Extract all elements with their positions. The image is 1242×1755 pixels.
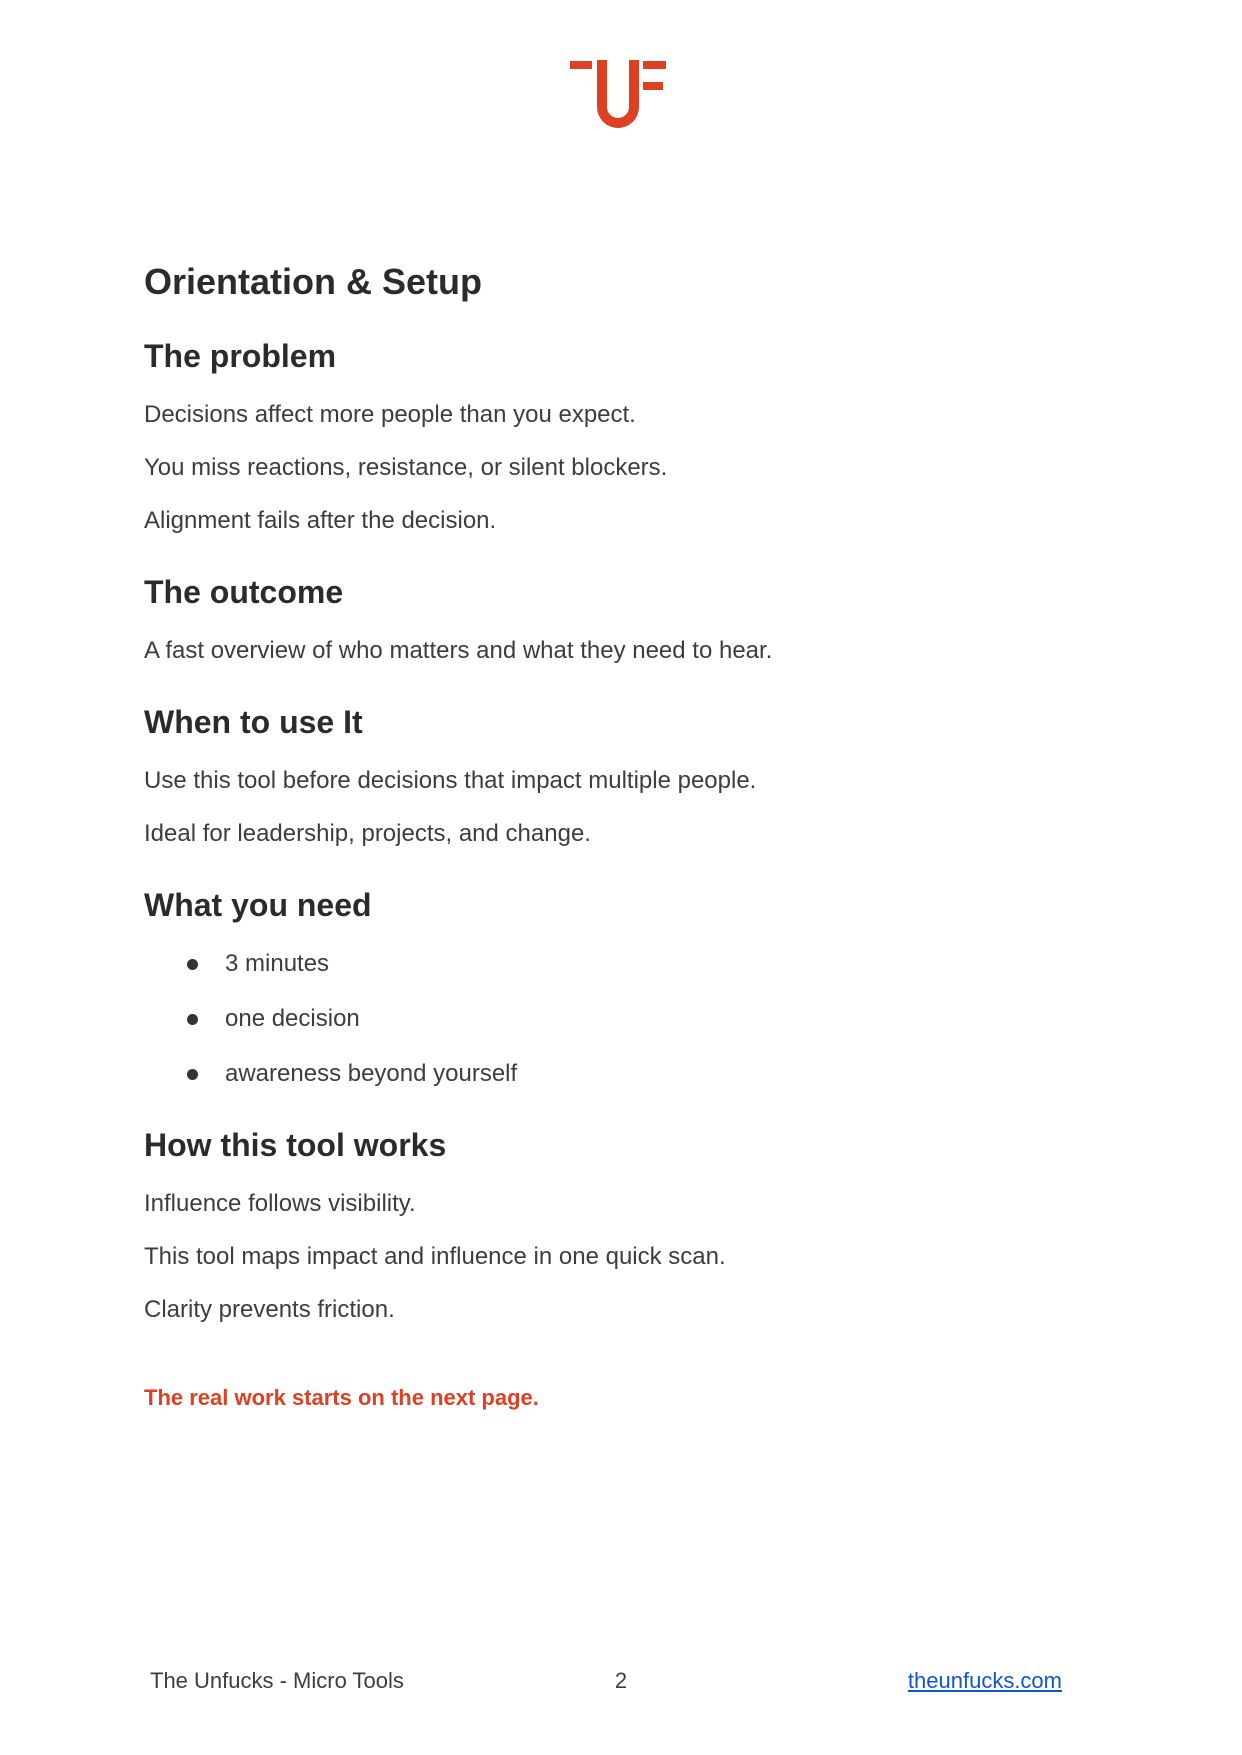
bullet-dot-icon <box>187 1014 198 1025</box>
logo-left-dash <box>570 61 592 69</box>
paragraph-how-1: Influence follows visibility. <box>144 1190 416 1217</box>
section-heading-the-outcome: The outcome <box>144 574 344 610</box>
logo-top-right-dash <box>643 61 666 69</box>
the-unfucks-logo-icon <box>570 60 666 129</box>
page-footer <box>144 1666 1098 1698</box>
section-heading-the-problem: The problem <box>144 338 337 374</box>
list-item <box>144 946 1098 982</box>
section-heading-how-this-tool-works: How this tool works <box>144 1127 447 1163</box>
list-item-label: one decision <box>225 1005 360 1032</box>
section-heading-what-you-need: What you need <box>144 887 372 923</box>
bullet-dot-icon <box>187 1069 198 1080</box>
paragraph-problem-2: You miss reactions, resistance, or silent blockers. <box>144 454 668 481</box>
logo-mid-right-dash <box>643 82 663 90</box>
list-item-label: 3 minutes <box>225 950 330 977</box>
paragraph-when-1: Use this tool before decisions that impact multiple people. <box>144 767 757 794</box>
bullet-dot-icon <box>187 959 198 970</box>
paragraph-how-2: This tool maps impact and influence in one quick scan. <box>144 1243 726 1270</box>
logo-u-shape <box>597 60 639 128</box>
footer-document-title: The Unfucks - Micro Tools <box>150 1668 404 1693</box>
document-content <box>144 260 1098 1415</box>
paragraph-problem-3: Alignment fails after the decision. <box>144 507 497 534</box>
list-item-label: awareness beyond yourself <box>225 1060 518 1087</box>
page-title: Orientation & Setup <box>144 261 483 302</box>
paragraph-problem-1: Decisions affect more people than you expect. <box>144 401 636 428</box>
paragraph-how-3: Clarity prevents friction. <box>144 1296 395 1323</box>
what-you-need-list <box>144 946 1098 1092</box>
footer-page-number: 2 <box>614 1668 628 1693</box>
list-item <box>144 1056 1098 1092</box>
footer-website-link[interactable]: theunfucks.com <box>907 1668 1062 1693</box>
next-page-callout: The real work starts on the next page. <box>144 1385 539 1410</box>
section-heading-when-to-use-it: When to use It <box>144 704 363 740</box>
paragraph-outcome-1: A fast overview of who matters and what they need to hear. <box>144 637 773 664</box>
paragraph-when-2: Ideal for leadership, projects, and change. <box>144 820 591 847</box>
list-item <box>144 1001 1098 1037</box>
